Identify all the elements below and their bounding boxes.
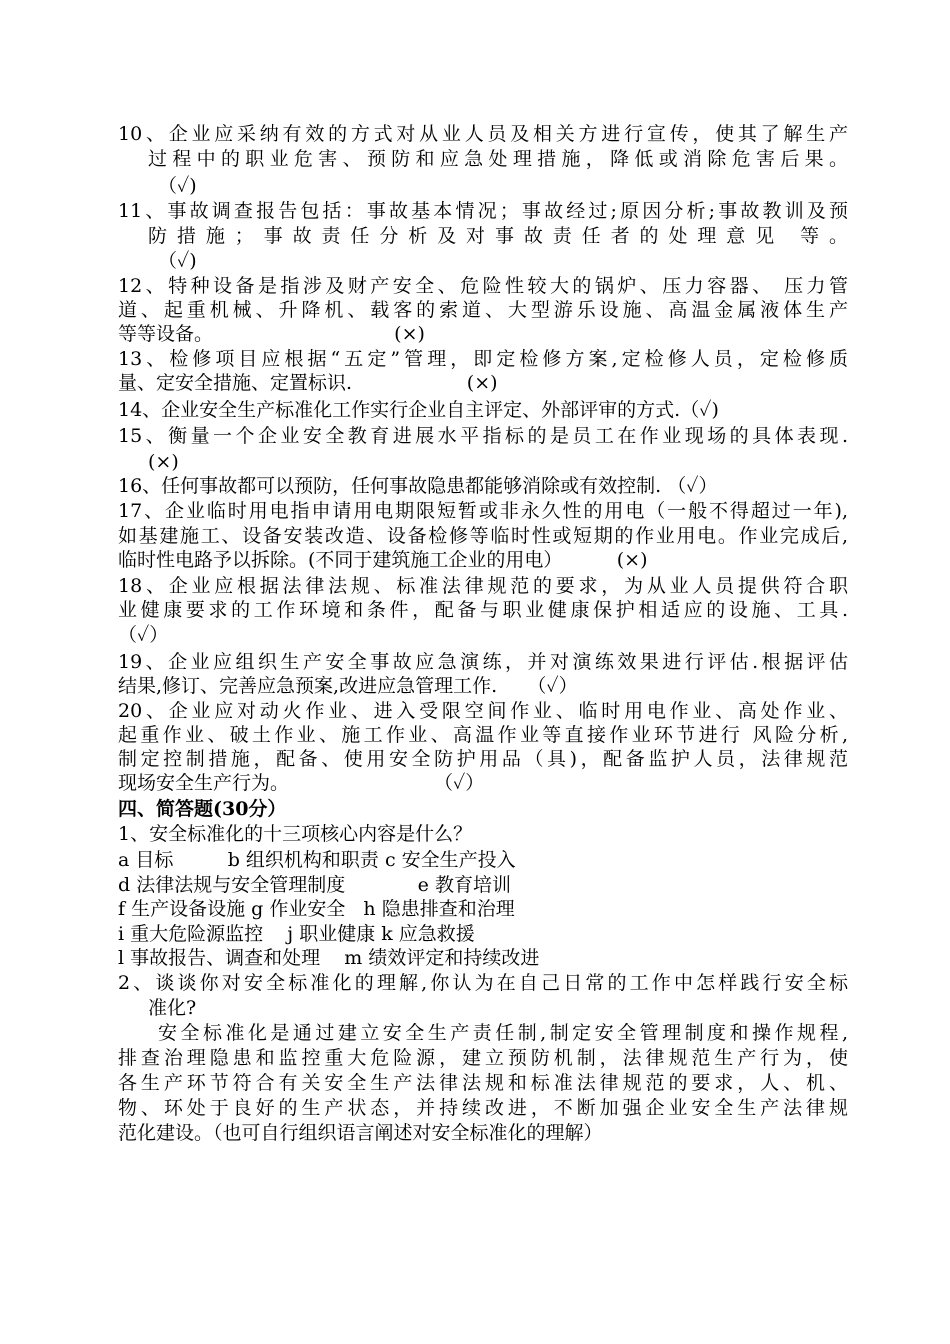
sa2-question-line-1: 2、谈谈你对安全标准化的理解,你认为在自己日常的工作中怎样践行安全标	[118, 972, 848, 994]
q20-line-3: 制定控制措施，配备、使用安全防护用品（具)，配备监护人员，法律规范	[118, 748, 848, 770]
q11-answer: （✓)	[158, 250, 197, 272]
section-heading-short-answer: 四、简答题(30分）	[118, 798, 287, 820]
q12-line-3: 等等设备。 (×)	[118, 323, 425, 345]
q12-line-1: 12、特种设备是指涉及财产安全、危险性较大的锅炉、压力容器、 压力管	[118, 275, 848, 297]
q12-line-2: 道、起重机械、升降机、载客的索道、大型游乐设施、高温金属液体生产	[118, 299, 848, 321]
q11-line-2: 防措施；事故责任分析及对事故责任者的处理意见 等。	[148, 225, 848, 247]
sa1-question: 1、安全标准化的十三项核心内容是什么？	[118, 823, 473, 845]
q10-line-1: 10、企业应采纳有效的方式对从业人员及相关方进行宣传，使其了解生产	[118, 123, 848, 145]
q17-line-1: 17、企业临时用电指申请用电期限短暂或非永久性的用电（一般不得超过一年),	[118, 500, 848, 522]
sa1-list-line-3: f 生产设备设施 g 作业安全 h 隐患排查和治理	[118, 898, 515, 920]
q18-answer: （✓）	[118, 624, 169, 646]
q10-line-2: 过程中的职业危害、预防和应急处理措施，降低或消除危害后果。	[148, 148, 848, 170]
sa1-list-line-2: d 法律法规与安全管理制度 e 教育培训	[118, 874, 511, 896]
q19-line-1: 19、企业应组织生产安全事故应急演练，并对演练效果进行评估.根据评估	[118, 651, 848, 673]
q16-line-1: 16、任何事故都可以预防，任何事故隐患都能够消除或有效控制. （✓）	[118, 475, 718, 497]
sa2-question-line-2: 准化?	[148, 997, 197, 1019]
q20-line-4: 现场安全生产行为。 （✓）	[118, 772, 485, 794]
sa1-list-line-5: l 事故报告、调查和处理 m 绩效评定和持续改进	[118, 947, 540, 969]
q15-answer: (×)	[148, 451, 179, 473]
q15-line-1: 15、衡量一个企业安全教育进展水平指标的是员工在作业现场的具体表现.	[118, 425, 848, 447]
q19-line-2: 结果,修订、完善应急预案,改进应急管理工作. （✓）	[118, 675, 578, 697]
sa1-list-line-1: a 目标 b 组织机构和职责 c 安全生产投入	[118, 849, 516, 871]
q10-answer: （✓)	[158, 175, 197, 197]
sa1-list-line-4: i 重大危险源监控 j 职业健康 k 应急救援	[118, 923, 475, 945]
q20-line-1: 20、企业应对动火作业、进入受限空间作业、临时用电作业、高处作业、	[118, 700, 848, 722]
sa2-answer-line-4: 物、环处于良好的生产状态，并持续改进，不断加强企业安全生产法律规	[118, 1097, 848, 1119]
q18-line-1: 18、企业应根据法律法规、标准法律规范的要求，为从业人员提供符合职	[118, 575, 848, 597]
q11-line-1: 11、事故调查报告包括：事故基本情况；事故经过;原因分析;事故教训及预	[118, 200, 848, 222]
q20-line-2: 起重作业、破土作业、施工作业、高温作业等直接作业环节进行 风险分析,	[118, 724, 848, 746]
sa2-answer-line-5: 范化建设。（也可自行组织语言阐述对安全标准化的理解）	[118, 1122, 603, 1144]
q18-line-2: 业健康要求的工作环境和条件，配备与职业健康保护相适应的设施、工具.	[118, 599, 848, 621]
sa2-answer-line-2: 排查治理隐患和监控重大危险源，建立预防机制，法律规范生产行为，使	[118, 1047, 848, 1069]
q17-line-2: 如基建施工、设备安装改造、设备检修等临时性或短期的作业用电。作业完成后,	[118, 525, 848, 547]
q14-line-1: 14、企业安全生产标准化工作实行企业自主评定、外部评审的方式.（✓)	[118, 399, 719, 421]
sa2-answer-line-1: 安全标准化是通过建立安全生产责任制,制定安全管理制度和操作规程,	[158, 1022, 848, 1044]
q13-line-2: 量、定安全措施、定置标识. (×)	[118, 372, 498, 394]
q17-line-3: 临时性电路予以拆除。(不同于建筑施工企业的用电） (×)	[118, 549, 648, 571]
sa2-answer-line-3: 各生产环节符合有关安全生产法律法规和标准法律规范的要求，人、机、	[118, 1072, 848, 1094]
q13-line-1: 13、检修项目应根据“五定”管理，即定检修方案,定检修人员，定检修质	[118, 348, 848, 370]
